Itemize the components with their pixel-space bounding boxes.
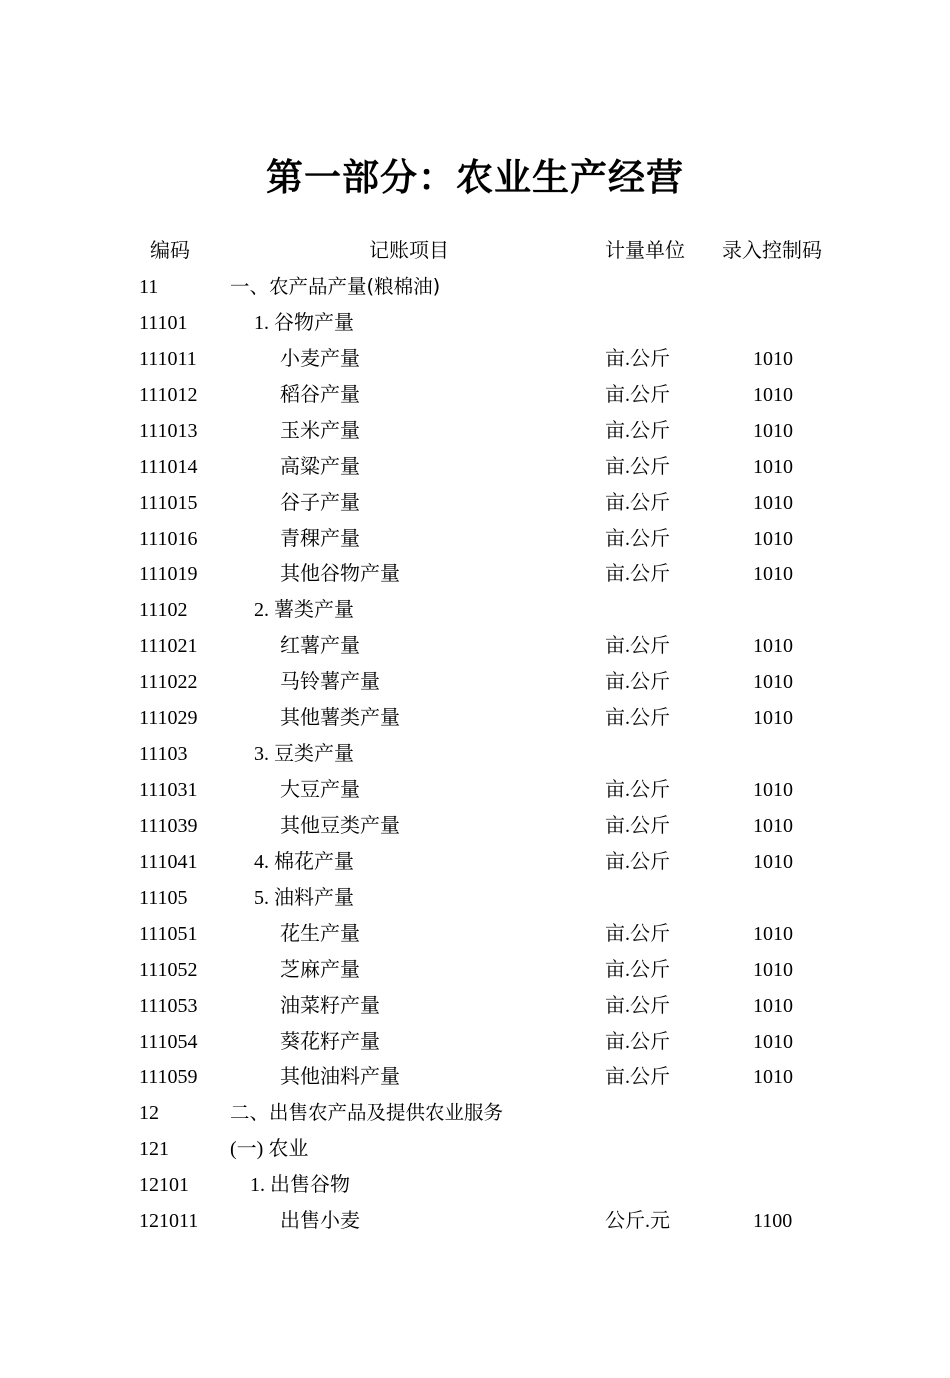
row-unit: 亩.公斤 [605,922,670,945]
table-row [0,413,950,449]
row-code: 111031 [139,779,198,802]
page-title: 第一部分：农业生产经营 [266,156,684,199]
row-control: 1010 [753,994,793,1017]
row-item: 马铃薯产量 [280,671,380,694]
row-control: 1010 [753,563,793,586]
row-item: 芝麻产量 [280,958,360,981]
row-code: 111053 [139,994,198,1017]
row-item: 谷子产量 [280,491,360,514]
row-code: 111016 [139,527,198,550]
row-control: 1010 [753,1066,793,1089]
row-unit: 亩.公斤 [605,491,670,514]
row-code: 111019 [139,563,198,586]
table-row [0,880,950,916]
table-row [0,1024,950,1060]
row-unit: 亩.公斤 [605,635,670,658]
row-unit: 亩.公斤 [605,419,670,442]
row-code: 111014 [139,455,198,478]
row-item: 其他油料产量 [280,1066,400,1089]
row-control: 1010 [753,850,793,873]
table-row [0,664,950,700]
table-row [0,1203,950,1239]
row-code: 111021 [139,635,198,658]
row-code: 111039 [139,814,198,837]
header-unit: 计量单位 [605,238,685,262]
table-row [0,808,950,844]
row-code: 111011 [139,347,197,370]
row-unit: 亩.公斤 [605,994,670,1017]
row-code: 111059 [139,1066,198,1089]
row-code: 111013 [139,419,198,442]
row-control: 1010 [753,491,793,514]
row-control: 1010 [753,779,793,802]
header-code: 编码 [150,238,190,262]
row-unit: 亩.公斤 [605,1030,670,1053]
row-control: 1010 [753,814,793,837]
table-row [0,449,950,485]
row-unit: 亩.公斤 [605,1066,670,1089]
row-unit: 亩.公斤 [605,779,670,802]
header-control: 录入控制码 [722,238,822,262]
row-item: 4. 棉花产量 [254,850,354,873]
table-row [0,521,950,557]
row-unit: 亩.公斤 [605,527,670,550]
row-item: 3. 豆类产量 [254,743,354,766]
row-control: 1010 [753,527,793,550]
row-unit: 亩.公斤 [605,671,670,694]
row-item: 5. 油料产量 [254,886,354,909]
row-control: 1010 [753,347,793,370]
row-item: 一、农产品产量(粮棉油) [230,275,441,298]
row-item: 油菜籽产量 [280,994,380,1017]
row-item: 其他谷物产量 [280,563,400,586]
row-item: 玉米产量 [280,419,360,442]
row-code: 121 [139,1138,169,1161]
row-item: 1. 出售谷物 [250,1174,350,1197]
row-code: 111052 [139,958,198,981]
table-row [0,305,950,341]
table-row [0,772,950,808]
row-unit: 亩.公斤 [605,455,670,478]
row-code: 12 [139,1102,159,1125]
row-item: 小麦产量 [280,347,360,370]
row-unit: 亩.公斤 [605,814,670,837]
table-row [0,844,950,880]
table-row [0,485,950,521]
table-row [0,952,950,988]
row-control: 1010 [753,635,793,658]
row-code: 111022 [139,671,198,694]
row-control: 1100 [753,1210,793,1233]
table-row [0,592,950,628]
row-control: 1010 [753,455,793,478]
table-row [0,628,950,664]
row-code: 111054 [139,1030,198,1053]
table-row [0,1131,950,1167]
row-code: 111029 [139,707,198,730]
row-item: 高粱产量 [280,455,360,478]
header-item: 记账项目 [369,238,449,262]
row-control: 1010 [753,671,793,694]
row-item: 青稞产量 [280,527,360,550]
row-item: 其他薯类产量 [280,707,400,730]
row-code: 11102 [139,599,188,622]
row-item: 大豆产量 [280,779,360,802]
table-row [0,1167,950,1203]
row-code: 12101 [139,1174,189,1197]
row-control: 1010 [753,383,793,406]
row-control: 1010 [753,922,793,945]
row-item: 红薯产量 [280,635,360,658]
row-item: 2. 薯类产量 [254,599,354,622]
table-row [0,1059,950,1095]
row-unit: 亩.公斤 [605,347,670,370]
row-code: 111015 [139,491,198,514]
row-unit: 公斤.元 [605,1210,670,1233]
row-control: 1010 [753,707,793,730]
table-row [0,556,950,592]
row-code: 111041 [139,850,198,873]
table-row [0,700,950,736]
row-code: 121011 [139,1210,199,1233]
row-unit: 亩.公斤 [605,563,670,586]
row-item: 出售小麦 [280,1210,360,1233]
row-item: 其他豆类产量 [280,814,400,837]
table-row [0,736,950,772]
row-code: 111012 [139,383,198,406]
row-control: 1010 [753,958,793,981]
row-control: 1010 [753,419,793,442]
row-item: 二、出售农产品及提供农业服务 [230,1101,504,1125]
row-item: (一) 农业 [230,1138,309,1161]
row-unit: 亩.公斤 [605,383,670,406]
row-code: 11101 [139,311,188,334]
row-code: 11 [139,276,159,298]
table-row [0,377,950,413]
row-item: 葵花籽产量 [280,1030,380,1053]
row-unit: 亩.公斤 [605,850,670,873]
table-row [0,269,950,305]
table-row [0,988,950,1024]
row-code: 11103 [139,743,188,766]
row-item: 稻谷产量 [280,383,360,406]
row-unit: 亩.公斤 [605,707,670,730]
row-code: 11105 [139,886,188,909]
row-control: 1010 [753,1030,793,1053]
table-row [0,916,950,952]
table-row [0,341,950,377]
row-item: 花生产量 [280,922,360,945]
row-unit: 亩.公斤 [605,958,670,981]
row-code: 111051 [139,922,198,945]
row-item: 1. 谷物产量 [254,311,354,334]
table-row [0,1095,950,1131]
